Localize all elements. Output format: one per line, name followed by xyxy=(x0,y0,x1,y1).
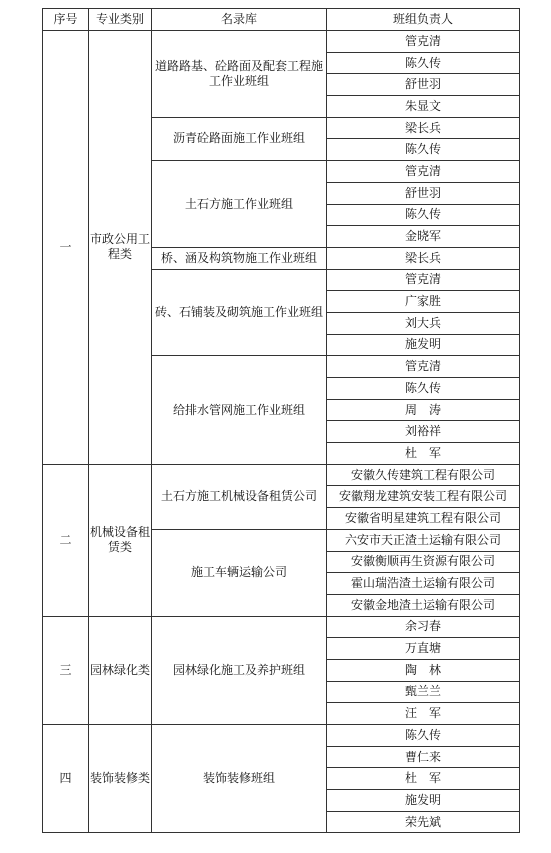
table-row xyxy=(43,725,520,747)
leader-cell: 荣先斌 xyxy=(327,811,520,833)
library-cell: 桥、涵及构筑物施工作业班组 xyxy=(152,247,327,269)
leader-cell: 陈久传 xyxy=(327,725,520,747)
library-cell: 装饰装修班组 xyxy=(152,725,327,833)
leader-cell: 汪 军 xyxy=(327,703,520,725)
leader-cell: 施发明 xyxy=(327,334,520,356)
header-library: 名录库 xyxy=(152,9,327,31)
leader-cell: 朱显文 xyxy=(327,96,520,118)
leader-cell: 霍山瑞浩渣土运输有限公司 xyxy=(327,573,520,595)
leader-cell: 陶 林 xyxy=(327,659,520,681)
leader-cell: 管克清 xyxy=(327,269,520,291)
leader-cell: 广家胜 xyxy=(327,291,520,313)
leader-cell: 安徽翔龙建筑安装工程有限公司 xyxy=(327,486,520,508)
header-leader: 班组负责人 xyxy=(327,9,520,31)
library-cell: 沥青砼路面施工作业班组 xyxy=(152,117,327,160)
library-cell: 土石方施工机械设备租赁公司 xyxy=(152,464,327,529)
leader-cell: 安徽衡顺再生资源有限公司 xyxy=(327,551,520,573)
leader-cell: 刘大兵 xyxy=(327,312,520,334)
leader-cell: 甄兰兰 xyxy=(327,681,520,703)
leader-cell: 安徽金地渣土运输有限公司 xyxy=(327,594,520,616)
seq-cell: 一 xyxy=(43,31,89,465)
leader-cell: 陈久传 xyxy=(327,52,520,74)
leader-cell: 金晓军 xyxy=(327,226,520,248)
leader-cell: 万直塘 xyxy=(327,638,520,660)
category-cell: 机械设备租赁类 xyxy=(89,464,152,616)
header-seq: 序号 xyxy=(43,9,89,31)
roster-table xyxy=(42,8,520,833)
table-row xyxy=(43,31,520,53)
table-row xyxy=(43,464,520,486)
leader-cell: 曹仁来 xyxy=(327,746,520,768)
leader-cell: 杜 军 xyxy=(327,443,520,465)
leader-cell: 安徽省明星建筑工程有限公司 xyxy=(327,508,520,530)
category-cell: 市政公用工程类 xyxy=(89,31,152,465)
header-category: 专业类别 xyxy=(89,9,152,31)
leader-cell: 舒世羽 xyxy=(327,182,520,204)
table-row xyxy=(43,616,520,638)
leader-cell: 陈久传 xyxy=(327,139,520,161)
category-cell: 园林绿化类 xyxy=(89,616,152,724)
leader-cell: 杜 军 xyxy=(327,768,520,790)
leader-cell: 周 涛 xyxy=(327,399,520,421)
category-cell: 装饰装修类 xyxy=(89,725,152,833)
seq-cell: 四 xyxy=(43,725,89,833)
leader-cell: 陈久传 xyxy=(327,204,520,226)
leader-cell: 管克清 xyxy=(327,161,520,183)
library-cell: 给排水管网施工作业班组 xyxy=(152,356,327,464)
leader-cell: 陈久传 xyxy=(327,378,520,400)
library-cell: 施工车辆运输公司 xyxy=(152,529,327,616)
table-header xyxy=(43,9,520,31)
seq-cell: 二 xyxy=(43,464,89,616)
library-cell: 道路路基、砼路面及配套工程施工作业班组 xyxy=(152,31,327,118)
library-cell: 园林绿化施工及养护班组 xyxy=(152,616,327,724)
table-body xyxy=(43,31,520,833)
header-row xyxy=(43,9,520,31)
seq-cell: 三 xyxy=(43,616,89,724)
library-cell: 砖、石铺装及砌筑施工作业班组 xyxy=(152,269,327,356)
leader-cell: 施发明 xyxy=(327,790,520,812)
library-cell: 土石方施工作业班组 xyxy=(152,161,327,248)
leader-cell: 梁长兵 xyxy=(327,247,520,269)
leader-cell: 管克清 xyxy=(327,356,520,378)
leader-cell: 六安市天正渣土运输有限公司 xyxy=(327,529,520,551)
leader-cell: 刘裕祥 xyxy=(327,421,520,443)
leader-cell: 梁长兵 xyxy=(327,117,520,139)
leader-cell: 安徽久传建筑工程有限公司 xyxy=(327,464,520,486)
leader-cell: 余习春 xyxy=(327,616,520,638)
leader-cell: 舒世羽 xyxy=(327,74,520,96)
leader-cell: 管克清 xyxy=(327,31,520,53)
